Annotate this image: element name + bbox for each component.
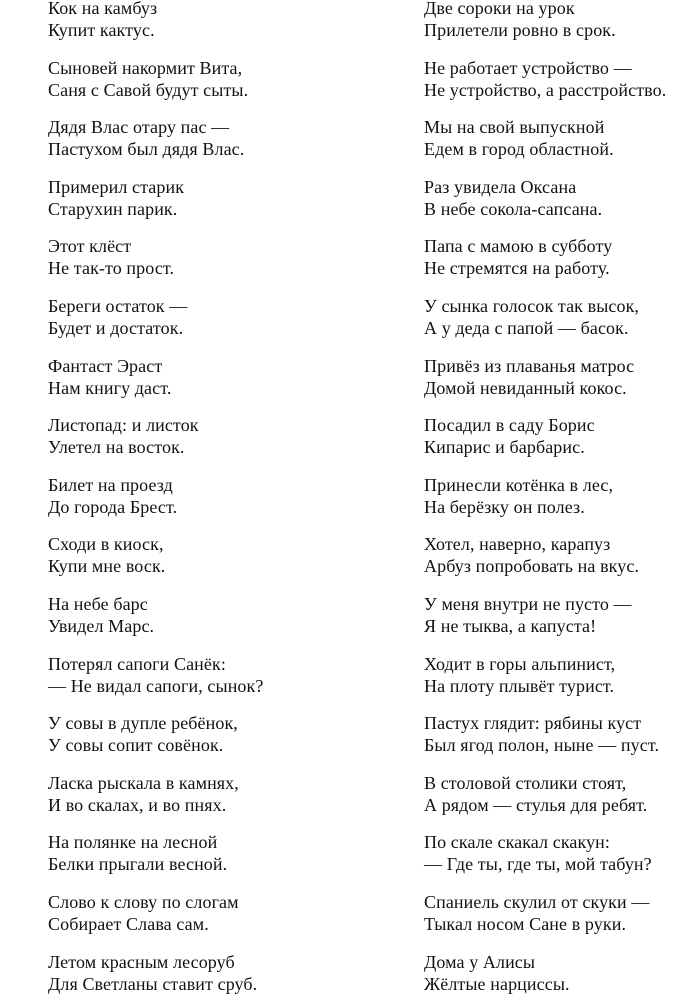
stanza [48, 57, 248, 101]
stanza [424, 474, 613, 518]
verse-line: У сынка голосок так высок, [424, 296, 640, 316]
verse-line: Сходи в киоск, [48, 534, 164, 555]
stanza [424, 831, 652, 875]
stanza [48, 712, 238, 756]
stanza [48, 951, 257, 995]
stanza [424, 355, 634, 399]
verse-line: До города Брест. [48, 496, 178, 517]
verse-line: На плоту плывёт турист. [424, 675, 615, 696]
verse-line: Дома у Алисы [424, 951, 536, 972]
verse-line: Не стремятся на работу. [424, 258, 610, 279]
stanza [424, 772, 647, 816]
verse-line: Не устройство, а расстройство. [424, 79, 667, 100]
stanza [424, 116, 614, 160]
stanza [48, 414, 199, 458]
verse-line: А рядом — стулья для ребят. [424, 794, 648, 815]
stanza [424, 295, 639, 339]
stanza [424, 414, 595, 458]
stanza [424, 891, 649, 935]
verse-line: Раз увидела Оксана [424, 176, 577, 197]
verse-line: Кипарис и барбарис. [424, 437, 585, 458]
verse-line: На берёзку он полез. [424, 496, 585, 517]
verse-line: Ходит в горы альпинист, [424, 653, 616, 674]
verse-line: — Где ты, где ты, мой табун? [424, 854, 652, 875]
verse-line: Собирает Слава сам. [48, 914, 209, 934]
verse-line: В столовой столики стоят, [424, 772, 627, 793]
stanza [48, 235, 174, 279]
verse-line: Потерял сапоги Санёк: [48, 653, 226, 674]
verse-line: По скале скакал скакун: [424, 832, 611, 853]
verse-line: Фантаст Эраст [48, 355, 163, 376]
verse-line: У совы сопит совёнок. [48, 735, 224, 756]
verse-line: Летом красным лесоруб [48, 951, 235, 972]
stanza [48, 355, 171, 399]
verse-line: Мы на свой выпускной [424, 117, 605, 138]
stanza [424, 57, 666, 101]
stanza [424, 235, 612, 279]
stanza [424, 653, 615, 697]
stanza [424, 951, 570, 995]
verse-line: Посадил в саду Борис [424, 415, 595, 436]
verse-line: Старухин парик. [48, 198, 178, 219]
stanza [48, 653, 263, 697]
verse-line: Привёз из плаванья матрос [424, 355, 635, 376]
verse-line: Улетел на восток. [48, 437, 185, 458]
verse-line: Береги остаток — [48, 296, 188, 316]
verse-line: Увидел Марс. [48, 616, 155, 636]
stanza [48, 176, 184, 220]
verse-line: Кок на камбуз [48, 0, 158, 18]
verse-line: Хотел, наверно, карапуз [424, 534, 611, 555]
verse-line: Принесли котёнка в лес, [424, 474, 614, 495]
verse-line: У меня внутри не пусто — [424, 594, 632, 614]
stanza [424, 176, 602, 220]
verse-line: — Не видал сапоги, сынок? [48, 675, 264, 696]
verse-line: Тыкал носом Сане в руки. [424, 914, 627, 934]
verse-line: Сыновей накормит Вита, [48, 57, 243, 78]
verse-line: Купи мне воск. [48, 556, 166, 577]
stanza [48, 772, 239, 816]
stanza [48, 891, 239, 935]
verse-line: На небе барс [48, 594, 148, 614]
verse-line: Две сороки на урок [424, 0, 575, 18]
stanza [48, 295, 187, 339]
verse-line: Жёлтые нарциссы. [424, 973, 570, 994]
verse-line: Белки прыгали весной. [48, 854, 228, 875]
stanza [48, 0, 157, 41]
verse-line: Листопад: и листок [48, 415, 199, 436]
verse-line: А у деда с папой — басок. [424, 318, 629, 338]
stanza [424, 593, 632, 637]
verse-line: Будет и достаток. [48, 318, 184, 338]
verse-line: Был ягод полон, ныне — пуст. [424, 735, 660, 756]
verse-line: Билет на проезд [48, 474, 173, 495]
verse-line: Примерил старик [48, 176, 185, 197]
verse-line: Слово к слову по слогам [48, 892, 239, 912]
stanza [48, 533, 165, 577]
verse-line: Ласка рыскала в камнях, [48, 772, 239, 793]
stanza [424, 533, 639, 577]
verse-line: Не так-то прост. [48, 258, 175, 279]
verse-line: Едем в город областной. [424, 139, 614, 160]
verse-line: Пастухом был дядя Влас. [48, 139, 245, 160]
verse-line: Для Светланы ставит сруб. [48, 973, 258, 994]
verse-line: И во скалах, и во пнях. [48, 794, 227, 815]
stanza [48, 831, 227, 875]
stanza [424, 0, 616, 41]
verse-line: Этот клёст [48, 236, 132, 257]
verse-line: Нам книгу даст. [48, 377, 172, 398]
verse-line: Папа с мамою в субботу [424, 236, 613, 257]
verse-line: Не работает устройство — [424, 57, 632, 78]
verse-line: Саня с Савой будут сыты. [48, 79, 249, 100]
verse-line: На полянке на лесной [48, 832, 218, 853]
verse-line: Дядя Влас отару пас — [48, 117, 230, 138]
stanza [424, 712, 659, 756]
verse-line: В небе сокола-сапсана. [424, 198, 603, 219]
verse-line: Домой невиданный кокос. [424, 377, 627, 398]
stanza [48, 593, 154, 637]
verse-line: Пастух глядит: рябины куст [424, 713, 642, 734]
stanza [48, 474, 177, 518]
verse-line: Арбуз попробовать на вкус. [424, 556, 640, 577]
verse-line: Спаниель скулил от скуки — [424, 892, 650, 912]
verse-line: Я не тыква, а капуста! [424, 616, 597, 636]
verse-line: У совы в дупле ребёнок, [48, 713, 238, 734]
verse-line: Прилетели ровно в срок. [424, 20, 616, 40]
stanza [48, 116, 244, 160]
verse-line: Купит кактус. [48, 20, 155, 40]
